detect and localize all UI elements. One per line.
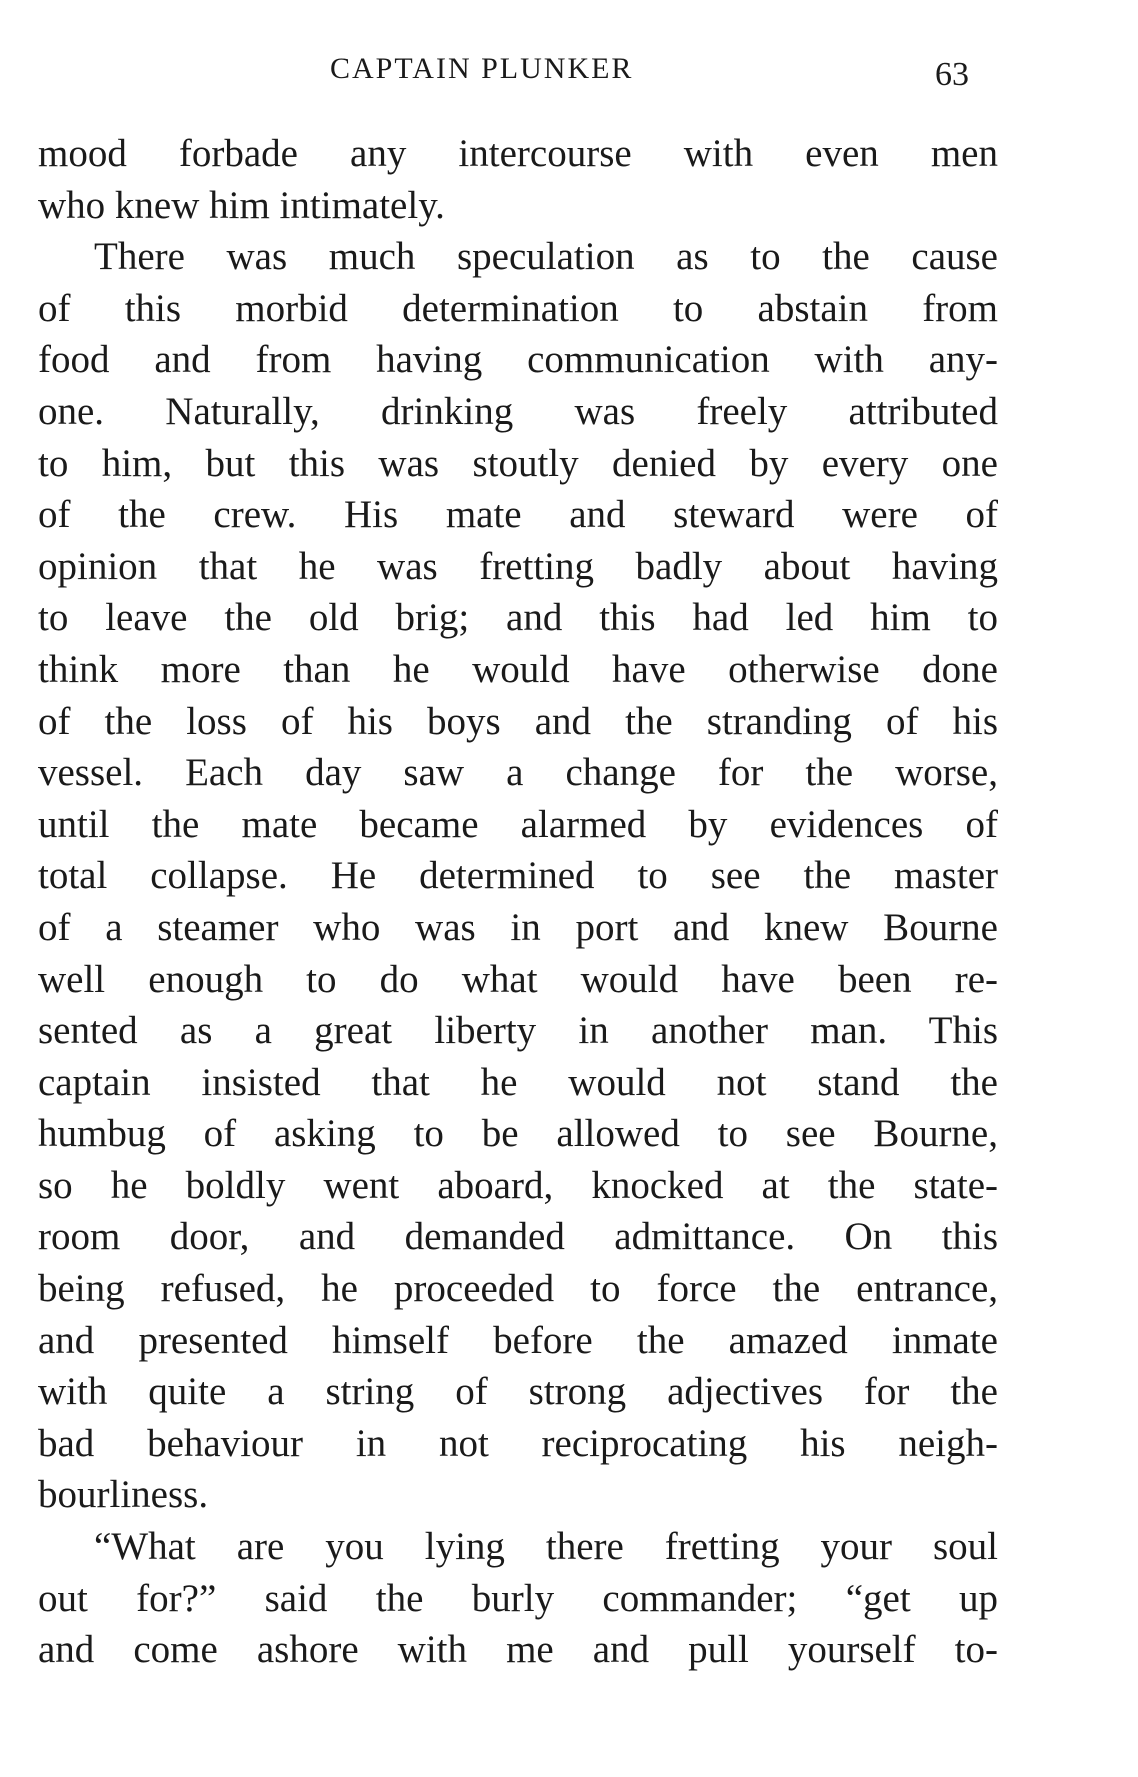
text-line: well enough to do what would have been re- [38, 957, 998, 1001]
text-line: being refused, he proceeded to force the entrance, [38, 1267, 998, 1311]
text-line: vessel. Each day saw a change for the worse, [38, 751, 998, 795]
text-line: one. Naturally, drinking was freely attributed [38, 389, 998, 433]
text-line: and presented himself before the amazed inmate [38, 1318, 998, 1362]
text-line: and come ashore with me and pull yourself to- [38, 1628, 998, 1672]
text-line: until the mate became alarmed by evidences of [38, 802, 998, 846]
text-line: humbug of asking to be allowed to see Bourne, [38, 1112, 998, 1156]
text-line: food and from having communication with any- [38, 338, 998, 382]
text-line: to leave the old brig; and this had led him to [38, 596, 998, 640]
text-line: who knew him intimately. [38, 183, 445, 227]
text-line: “What are you lying there fretting your soul [94, 1525, 998, 1569]
text-line: bourliness. [38, 1473, 209, 1517]
text-line: sented as a great liberty in another man. This [38, 1009, 998, 1053]
text-line: to him, but this was stoutly denied by every one [38, 441, 998, 485]
text-line: of this morbid determination to abstain from [38, 286, 998, 330]
text-line: of a steamer who was in port and knew Bourne [38, 905, 998, 949]
text-line: room door, and demanded admittance. On this [38, 1215, 998, 1259]
text-line: captain insisted that he would not stand the [38, 1060, 998, 1104]
text-line: out for?” said the burly commander; “get up [38, 1576, 998, 1620]
text-line: There was much speculation as to the cause [94, 235, 998, 279]
body-text [38, 128, 998, 1676]
page-number: 63 [935, 56, 969, 93]
text-line: of the crew. His mate and steward were of [38, 493, 998, 537]
text-line: opinion that he was fretting badly about having [38, 544, 998, 588]
text-line: total collapse. He determined to see the master [38, 854, 998, 898]
text-line: so he boldly went aboard, knocked at the state- [38, 1163, 998, 1207]
text-line: bad behaviour in not reciprocating his neigh- [38, 1421, 998, 1465]
running-title: CAPTAIN PLUNKER [330, 52, 634, 85]
running-head [0, 52, 1138, 92]
text-line: of the loss of his boys and the stranding of his [38, 699, 998, 743]
text-line: mood forbade any intercourse with even men [38, 132, 998, 175]
text-line: think more than he would have otherwise done [38, 647, 998, 691]
text-line: with quite a string of strong adjectives for the [38, 1370, 998, 1414]
